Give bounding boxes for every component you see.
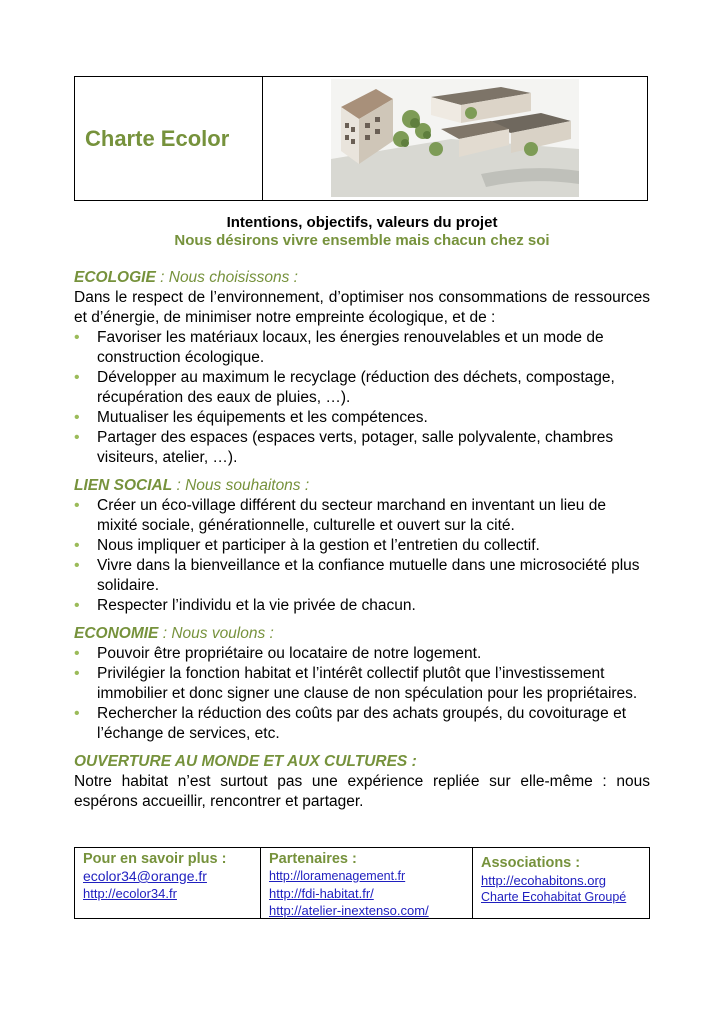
ouverture-text: Notre habitat n’est surtout pas une expérience repliée sur elle-même : nous espérons accueillir, rencontrer et partager.	[74, 773, 650, 810]
partner-link[interactable]: http://fdi-habitat.fr/	[269, 886, 374, 901]
ecologie-text: Dans le respect de l’environnement, d’optimiser nos consommations de ressources et d’énergie, de minimiser notre empreinte écologique, et de :	[74, 289, 650, 326]
section-head: OUVERTURE AU MONDE ET AUX CULTURES :	[74, 753, 417, 770]
bullet-icon: •	[74, 597, 80, 614]
bullet-icon: •	[74, 497, 80, 514]
section-head: ECOLOGIE	[74, 269, 156, 286]
header-box	[74, 76, 648, 201]
bullet-icon: •	[74, 537, 80, 554]
list-item-text: Pouvoir être propriétaire ou locataire de notre logement.	[97, 645, 482, 662]
partner-link[interactable]: http://loramenagement.fr	[269, 869, 406, 883]
list-item-text: Créer un éco-village différent du secteur marchand en inventant un lieu de mixité sociale, générationnelle, culturelle et ouvert sur la cité.	[97, 497, 606, 534]
section-head: ECONOMIE	[74, 625, 159, 642]
project-illustration	[331, 79, 579, 197]
economie-list	[74, 644, 650, 744]
bullet-icon: •	[74, 409, 80, 426]
section-subhead: : Nous voulons :	[158, 625, 274, 642]
footer-table	[74, 847, 650, 919]
footer-col-associations	[473, 848, 649, 918]
list-item	[74, 408, 650, 428]
email-link[interactable]: ecolor34@orange.fr	[83, 868, 207, 884]
bullet-icon: •	[74, 705, 80, 722]
section-head: LIEN SOCIAL	[74, 477, 173, 494]
website-link[interactable]: http://ecolor34.fr	[83, 886, 177, 901]
lien-social-list	[74, 496, 650, 616]
header-image-cell	[263, 77, 647, 200]
list-item	[74, 536, 650, 556]
footer-col-title: Pour en savoir plus :	[83, 851, 227, 867]
header-title-cell	[75, 77, 263, 200]
list-item	[74, 596, 650, 616]
list-item	[74, 644, 650, 664]
section-title-economie	[74, 624, 650, 644]
list-item	[74, 556, 650, 596]
list-item-text: Mutualiser les équipements et les compétences.	[97, 409, 428, 426]
list-item-text: Favoriser les matériaux locaux, les énergies renouvelables et un mode de construction écologique.	[97, 329, 604, 366]
list-item	[74, 496, 650, 536]
list-item-text: Développer au maximum le recyclage (réduction des déchets, compostage, récupération des eaux de pluies, …).	[97, 369, 615, 406]
section-title-ouverture	[74, 752, 650, 772]
section-subhead: : Nous choisissons :	[155, 269, 298, 286]
section-title-lien-social	[74, 476, 650, 496]
bullet-icon: •	[74, 369, 80, 386]
bullet-icon: •	[74, 557, 80, 574]
page-title: Charte Ecolor	[85, 125, 230, 151]
bullet-icon: •	[74, 665, 80, 682]
association-link[interactable]: http://ecohabitons.org	[481, 873, 607, 888]
ecologie-list	[74, 328, 650, 468]
footer-col-title: Associations :	[481, 855, 581, 871]
list-item	[74, 328, 650, 368]
list-item-text: Vivre dans la bienveillance et la confiance mutuelle dans une microsociété plus solidaire.	[97, 557, 640, 594]
footer-col-info	[75, 848, 261, 918]
charter-content	[74, 268, 650, 812]
section-title-ecologie	[74, 268, 650, 288]
list-item-text: Partager des espaces (espaces verts, potager, salle polyvalente, chambres visiteurs, atelier, …).	[97, 429, 614, 466]
list-item	[74, 428, 650, 468]
partner-link[interactable]: http://atelier-inextenso.com/	[269, 903, 429, 918]
list-item	[74, 368, 650, 408]
list-item	[74, 664, 650, 704]
list-item-text: Rechercher la réduction des coûts par des achats groupés, du covoiturage et l’échange de services, etc.	[97, 705, 627, 742]
list-item-text: Privilégier la fonction habitat et l’intérêt collectif plutôt que l’investissement immobilier et donc signer une clause de non spéculation pour les propriétaires.	[97, 665, 638, 702]
list-item-text: Respecter l’individu et la vie privée de chacun.	[97, 597, 416, 614]
bullet-icon: •	[74, 329, 80, 346]
intro-title: Intentions, objectifs, valeurs du projet	[226, 214, 498, 231]
intro-block	[0, 214, 724, 250]
section-subhead: : Nous souhaitons :	[172, 477, 310, 494]
bullet-icon: •	[74, 429, 80, 446]
footer-col-title: Partenaires :	[269, 851, 357, 867]
bullet-icon: •	[74, 645, 80, 662]
intro-subtitle: Nous désirons vivre ensemble mais chacun chez soi	[174, 232, 550, 249]
list-item	[74, 704, 650, 744]
association-link[interactable]: Charte Ecohabitat Groupé	[481, 890, 627, 904]
footer-col-partners	[261, 848, 473, 918]
list-item-text: Nous impliquer et participer à la gestion et l’entretien du collectif.	[97, 537, 540, 554]
